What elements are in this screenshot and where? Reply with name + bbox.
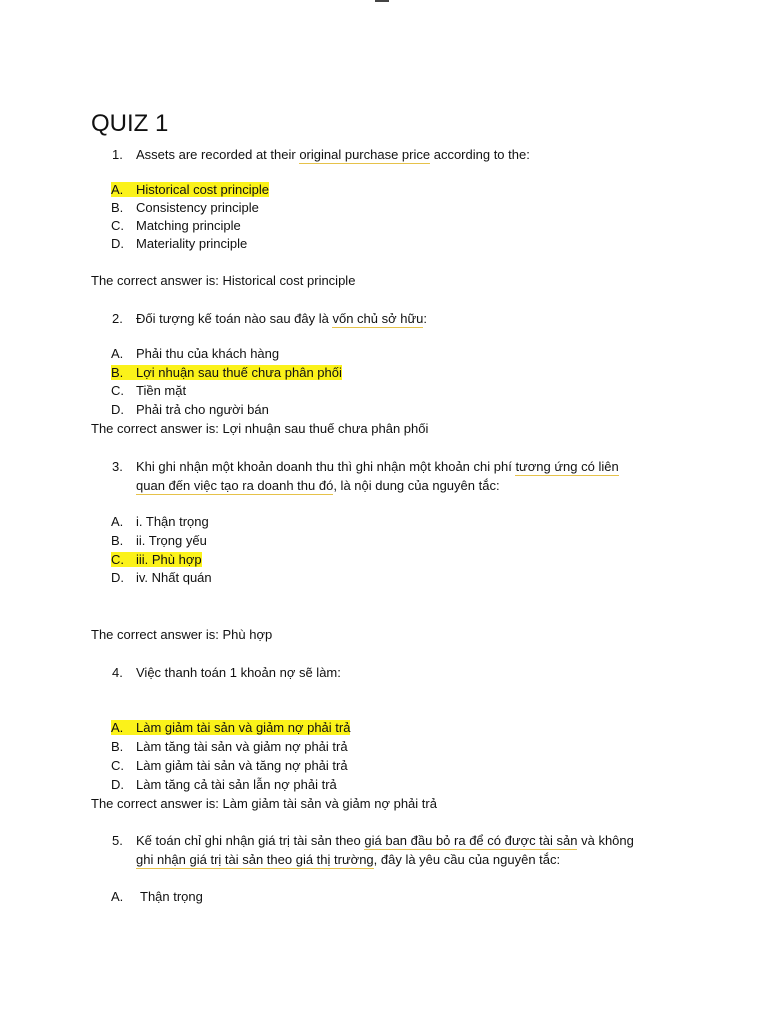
option-d: D. Materiality principle — [111, 236, 248, 251]
question-text: Việc thanh toán 1 khoản nợ sẽ làm: — [136, 665, 341, 680]
option-a: A. Historical cost principle — [111, 182, 269, 197]
question-text: Đối tượng kế toán nào sau đây là vốn chủ sở hữu: — [136, 311, 428, 326]
question-text: Assets are recorded at their original purchase price according to the: — [136, 147, 530, 162]
option-a: A. i. Thận trọng — [111, 514, 209, 529]
question-number: 3. — [112, 459, 123, 474]
option-c: C. Tiền mặt — [111, 383, 187, 398]
option-b: B. Lợi nhuận sau thuế chưa phân phối — [111, 365, 342, 380]
option-b: B. Làm tăng tài sản và giảm nợ phải trả — [111, 739, 348, 754]
correct-answer: The correct answer is: Phù hợp — [91, 627, 273, 642]
option-d: D. Phải trả cho người bán — [111, 402, 269, 417]
option-a: A. Làm giảm tài sản và giảm nợ phải trả — [111, 720, 351, 735]
option-c: C. iii. Phù hợp — [111, 552, 202, 567]
underlined-phrase: giá ban đầu bỏ ra để có được tài sản — [364, 833, 578, 848]
option-d: D. iv. Nhất quán — [111, 570, 212, 585]
underlined-phrase: tương ứng có liên — [515, 459, 619, 474]
question-number: 4. — [112, 665, 123, 680]
option-d: D. Làm tăng cả tài sản lẫn nợ phải trả — [111, 777, 337, 792]
question-text: Kế toán chỉ ghi nhận giá trị tài sản theo giá ban đầu bỏ ra để có được tài sản và không — [136, 833, 634, 848]
option-b: B. Consistency principle — [111, 200, 259, 215]
correct-answer: The correct answer is: Làm giảm tài sản và giảm nợ phải trả — [91, 796, 437, 811]
question-number: 5. — [112, 833, 123, 848]
underlined-phrase: ghi nhận giá trị tài sản theo giá thị trường — [136, 852, 374, 867]
page-title: QUIZ 1 — [91, 110, 169, 137]
question-number: 1. — [112, 147, 123, 162]
question-number: 2. — [112, 311, 123, 326]
correct-answer: The correct answer is: Historical cost principle — [91, 273, 356, 288]
underlined-phrase: original purchase price — [299, 147, 431, 162]
header-mark — [375, 0, 389, 2]
option-c: C. Làm giảm tài sản và tăng nợ phải trả — [111, 758, 348, 773]
option-b: B. ii. Trọng yếu — [111, 533, 207, 548]
correct-answer: The correct answer is: Lợi nhuận sau thuế chưa phân phối — [91, 421, 429, 436]
question-text: Khi ghi nhận một khoản doanh thu thì ghi nhận một khoản chi phí tương ứng có liên — [136, 459, 619, 474]
underlined-phrase: quan đến việc tạo ra doanh thu đó — [136, 478, 334, 493]
option-a: A. Phải thu của khách hàng — [111, 346, 280, 361]
underlined-phrase: vốn chủ sở hữu — [332, 311, 424, 326]
option-c: C. Matching principle — [111, 218, 241, 233]
option-a: A. Thận trọng — [111, 889, 203, 904]
